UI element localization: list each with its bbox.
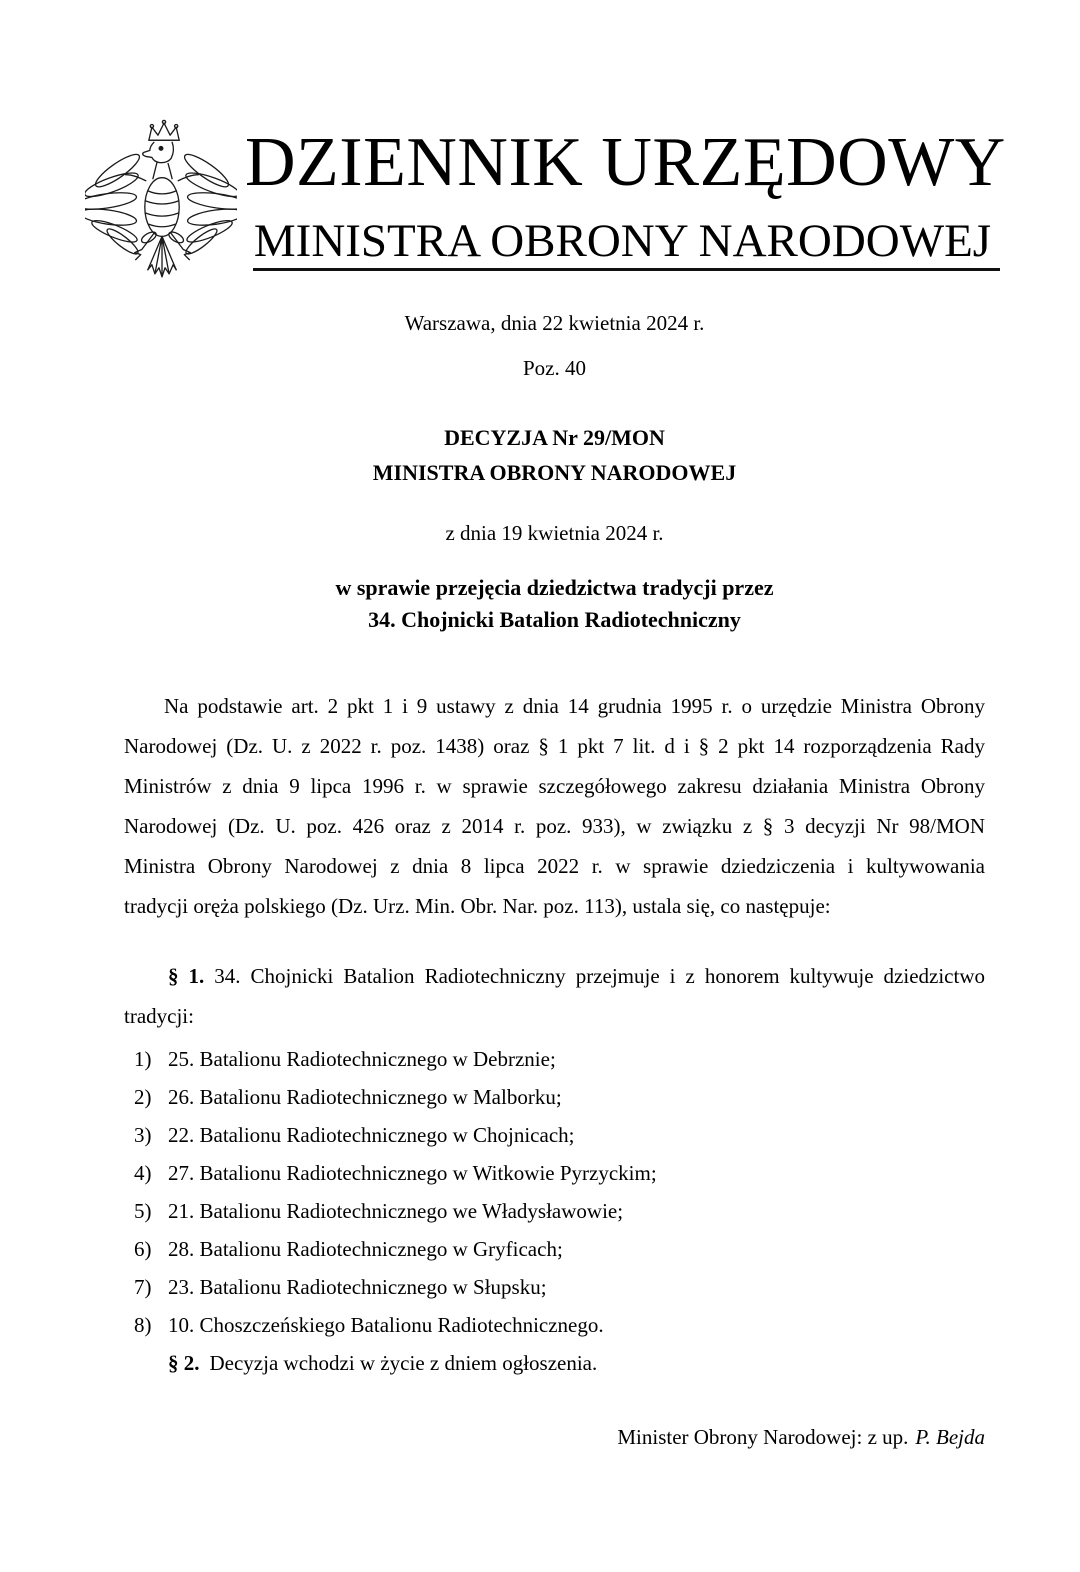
list-item-number: 1) xyxy=(134,1047,152,1071)
list-item-text: 22. Batalionu Radiotechnicznego w Chojnicach; xyxy=(168,1123,575,1147)
list-item-text: 27. Batalionu Radiotechnicznego w Witkowie Pyrzyckim; xyxy=(168,1161,657,1185)
preamble-line: Na podstawie art. 2 pkt 1 i 9 ustawy z dnia 14 grudnia 1995 r. o urzędzie Ministra Obrony xyxy=(164,694,985,718)
decision-authority-heading: MINISTRA OBRONY NARODOWEJ xyxy=(372,460,737,485)
decision-subject xyxy=(124,572,985,636)
preamble-line: Narodowej (Dz. U. poz. 426 oraz z 2014 r. poz. 933), w związku z § 3 decyzji Nr 98/MON xyxy=(124,814,985,838)
decision-number-heading: DECYZJA Nr 29/MON xyxy=(444,425,665,450)
list-item xyxy=(124,1078,985,1116)
list-item-number: 7) xyxy=(134,1275,152,1299)
section-2-paragraph xyxy=(124,1344,985,1382)
list-item-number: 6) xyxy=(134,1237,152,1261)
list-item xyxy=(124,1040,985,1078)
preamble-line: Ministra Obrony Narodowej z dnia 8 lipca 2022 r. w sprawie dziedziczenia i kultywowania xyxy=(124,854,985,878)
list-item xyxy=(124,1154,985,1192)
list-item-text: 23. Batalionu Radiotechnicznego w Słupsku; xyxy=(168,1275,547,1299)
section-1-line1 xyxy=(124,956,985,996)
section-1-paragraph xyxy=(124,956,985,1036)
list-item-text: 10. Choszczeńskiego Batalionu Radiotechnicznego. xyxy=(168,1313,604,1337)
preamble-line: Narodowej (Dz. U. z 2022 r. poz. 1438) oraz § 1 pkt 7 lit. d i § 2 pkt 14 rozporządzenia Rady xyxy=(124,734,985,758)
preamble-line: Ministrów z dnia 9 lipca 1996 r. w sprawie szczegółowego zakresu działania Ministra Obrony xyxy=(124,774,985,798)
list-item-number: 4) xyxy=(134,1161,152,1185)
signature-line xyxy=(124,1424,985,1450)
section-1-text: 34. Chojnicki Batalion Radiotechniczny przejmuje i z honorem kultywuje dziedzictwo xyxy=(214,964,986,988)
polish-eagle-icon xyxy=(85,118,237,290)
place-date-line: Warszawa, dnia 22 kwietnia 2024 r. xyxy=(404,311,705,335)
section-2-label: § 2. xyxy=(168,1351,200,1375)
list-item-number: 5) xyxy=(134,1199,152,1223)
list-item-text: 28. Batalionu Radiotechnicznego w Gryficach; xyxy=(168,1237,563,1261)
list-item-number: 2) xyxy=(134,1085,152,1109)
tradition-list xyxy=(124,1040,985,1344)
list-item-text: 25. Batalionu Radiotechnicznego w Debrznie; xyxy=(168,1047,556,1071)
journal-title: DZIENNIK URZĘDOWY xyxy=(245,124,1006,201)
section-1-line2: tradycji: xyxy=(124,1004,194,1028)
list-item xyxy=(124,1306,985,1344)
list-item xyxy=(124,1116,985,1154)
preamble-paragraph xyxy=(124,686,985,926)
list-item-number: 3) xyxy=(134,1123,152,1147)
decision-subject-line2: 34. Chojnicki Batalion Radiotechniczny xyxy=(368,607,741,632)
decision-date-line: z dnia 19 kwietnia 2024 r. xyxy=(445,521,664,545)
section-2-text: Decyzja wchodzi w życie z dniem ogłoszenia. xyxy=(209,1351,598,1375)
list-item xyxy=(124,1192,985,1230)
masthead-divider xyxy=(253,268,1000,271)
list-item xyxy=(124,1268,985,1306)
preamble-line: tradycji oręża polskiego (Dz. Urz. Min. Obr. Nar. poz. 113), ustala się, co następuje: xyxy=(124,894,831,918)
journal-subtitle: MINISTRA OBRONY NARODOWEJ xyxy=(253,215,992,267)
position-number: Poz. 40 xyxy=(523,356,586,380)
decision-subject-line1: w sprawie przejęcia dziedzictwa tradycji przez xyxy=(335,575,774,600)
signature-prefix: Minister Obrony Narodowej: z up. xyxy=(617,1425,909,1449)
document-content xyxy=(124,300,985,1450)
list-item xyxy=(124,1230,985,1268)
section-1-label: § 1. xyxy=(168,964,205,988)
list-item-text: 26. Batalionu Radiotechnicznego w Malborku; xyxy=(168,1085,562,1109)
signature-name: P. Bejda xyxy=(915,1425,985,1449)
list-item-text: 21. Batalionu Radiotechnicznego we Władysławowie; xyxy=(168,1199,624,1223)
masthead-titles xyxy=(245,0,1006,267)
list-item-number: 8) xyxy=(134,1313,152,1337)
